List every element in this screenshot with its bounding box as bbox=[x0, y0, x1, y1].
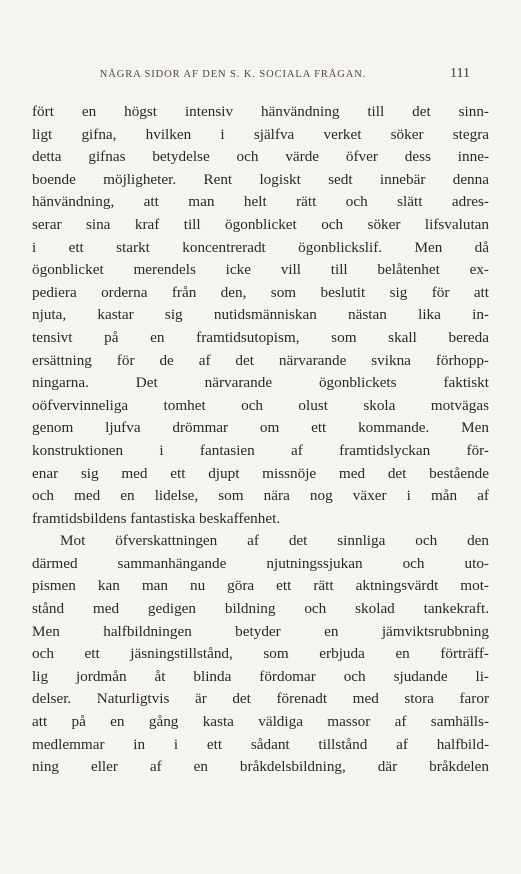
body-text bbox=[32, 101, 489, 779]
text-line: och ett jäsningstillstånd, som erbjuda en förträff- bbox=[32, 645, 489, 663]
text-line: ningarna. Det närvarande ögonblickets faktiskt bbox=[32, 374, 489, 392]
text-line: serar sina kraf till ögonblicket och söker lifsvalutan bbox=[32, 215, 489, 233]
text-line: ning eller af en bråkdelsbildning, där bråkdelen bbox=[32, 758, 489, 776]
text-line: ögonblicket merendels icke vill till belåtenhet ex- bbox=[32, 261, 489, 279]
text-line: tensivt på en framtidsutopism, som skall bereda bbox=[32, 328, 489, 346]
text-line: pediera orderna från den, som beslutit sig för att bbox=[32, 283, 489, 301]
text-line: därmed sammanhängande njutningssjukan och uto- bbox=[32, 554, 489, 572]
text-line: medlemmar in i ett sådant tillstånd af halfbild- bbox=[32, 735, 489, 753]
text-line: detta gifnas betydelse och värde öfver dess inne- bbox=[32, 148, 489, 166]
text-line: Mot öfverskattningen af det sinnliga och den bbox=[60, 532, 489, 550]
running-title: NÅGRA SIDOR AF DEN S. K. SOCIALA FRÅGAN. bbox=[99, 69, 367, 80]
text-line: stånd med gedigen bildning och skolad tankekraft. bbox=[32, 600, 489, 618]
text-line: lig jordmån åt blinda fördomar och sjudande li- bbox=[32, 667, 489, 685]
paragraph bbox=[32, 530, 489, 779]
page-number: 111 bbox=[450, 66, 470, 81]
text-line: ligt gifna, hvilken i själfva verket söker stegra bbox=[32, 125, 489, 143]
paragraph bbox=[32, 101, 489, 530]
text-line: framtidsbildens fantastiska beskaffenhet. bbox=[32, 509, 281, 527]
text-line: genom ljufva drömmar om ett kommande. Men bbox=[32, 419, 489, 437]
text-line: konstruktionen i fantasien af framtidslyckan för- bbox=[32, 441, 489, 459]
text-line: att på en gång kasta väldiga massor af samhälls- bbox=[32, 713, 489, 731]
text-line: ersättning för de af det närvarande svikna förhopp- bbox=[32, 351, 489, 369]
text-line: enar sig med ett djupt missnöje med det bestående bbox=[32, 464, 489, 482]
text-line: Men halfbildningen betyder en jämviktsrubbning bbox=[32, 622, 489, 640]
text-line: oöfvervinneliga tomhet och olust skola motvägas bbox=[32, 396, 489, 414]
text-line: hänvändning, att man helt rätt och slätt adres- bbox=[32, 193, 489, 211]
text-line: i ett starkt koncentreradt ögonblickslif. Men då bbox=[32, 238, 489, 256]
text-line: fört en högst intensiv hänvändning till det sinn- bbox=[32, 103, 489, 120]
running-head bbox=[60, 66, 470, 86]
text-line: pismen kan man nu göra ett rätt aktningsvärdt mot- bbox=[32, 577, 489, 595]
text-line: delser. Naturligtvis är det förenadt med stora faror bbox=[32, 690, 489, 708]
text-line: och med en lidelse, som nära nog växer i mån af bbox=[32, 487, 489, 505]
text-line: boende möjligheter. Rent logiskt sedt innebär denna bbox=[32, 170, 489, 188]
text-line: njuta, kastar sig nutidsmänniskan nästan lika in- bbox=[32, 306, 489, 324]
